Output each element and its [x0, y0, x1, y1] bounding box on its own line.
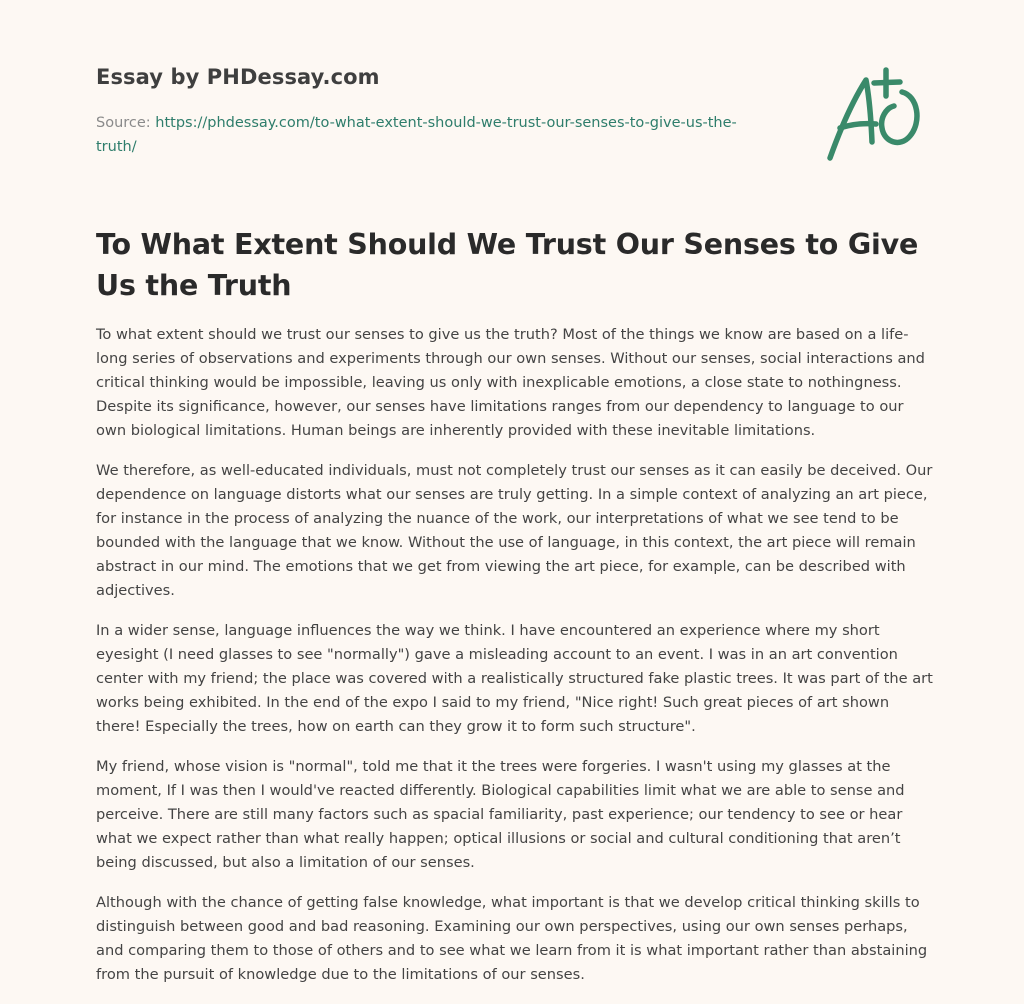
- essay-paragraph: My friend, whose vision is "normal", told me that it the trees were forgeries. I wasn't using my glasses at the moment, If I was then I would've reacted differently. Biological capabilities limit what we are able to sense and perceive. There are still many factors such as spacial familiarity, past experience; our tendency to see or hear what we expect rather than what really happen; optical illusions or social and cultural conditioning that aren’t being discussed, but also a limitation of our senses.: [96, 758, 905, 871]
- source-label: Source:: [96, 115, 151, 131]
- essay-paragraph: To what extent should we trust our senses to give us the truth? Most of the things we know are based on a life-long series of observations and experiments through our own senses. Without our senses, social interactions and critical thinking would be impossible, leaving us only with inexplicable emotions, a close state to nothingness. Despite its significance, however, our senses have limitations ranges from our dependency to language to our own biological limitations. Human beings are inherently provided with these inevitable limitations.: [96, 326, 925, 439]
- source-link[interactable]: https://phdessay.com/to-what-extent-should-we-trust-our-senses-to-give-us-the-truth/: [96, 115, 737, 155]
- essay-title: To What Extent Should We Trust Our Senses to Give Us the Truth: [96, 228, 919, 302]
- site-brand: Essay by PHDessay.com: [96, 65, 380, 89]
- essay-paragraph: In a wider sense, language influences the way we think. I have encountered an experience where my short eyesight (I need glasses to see "normally") gave a misleading account to an event. I was in an art convention center with my friend; the place was covered with a realistically structured fake plastic trees. It was part of the art works being exhibited. In the end of the expo I said to my friend, "Nice right! Such great pieces of art shown there! Especially the trees, how on earth can they grow it to form such structure".: [96, 622, 933, 735]
- essay-paragraph: We therefore, as well-educated individuals, must not completely trust our senses as it can easily be deceived. Our dependence on language distorts what our senses are truly getting. In a simple context of analyzing an art piece, for instance in the process of analyzing the nuance of the work, our interpretations of what we see tend to be bounded with the language that we know. Without the use of language, in this context, the art piece will remain abstract in our mind. The emotions that we get from viewing the art piece, for example, can be described with adjectives.: [96, 462, 933, 599]
- essay-body: [96, 323, 936, 1003]
- a-plus-logo-icon: [822, 66, 926, 164]
- source-line: [96, 111, 756, 159]
- essay-paragraph: Although with the chance of getting false knowledge, what important is that we develop critical thinking skills to distinguish between good and bad reasoning. Examining our own perspectives, using our own senses perhaps, and comparing them to those of others and to see what we learn from it is what important rather than abstaining from the pursuit of knowledge due to the limitations of our senses.: [96, 894, 928, 983]
